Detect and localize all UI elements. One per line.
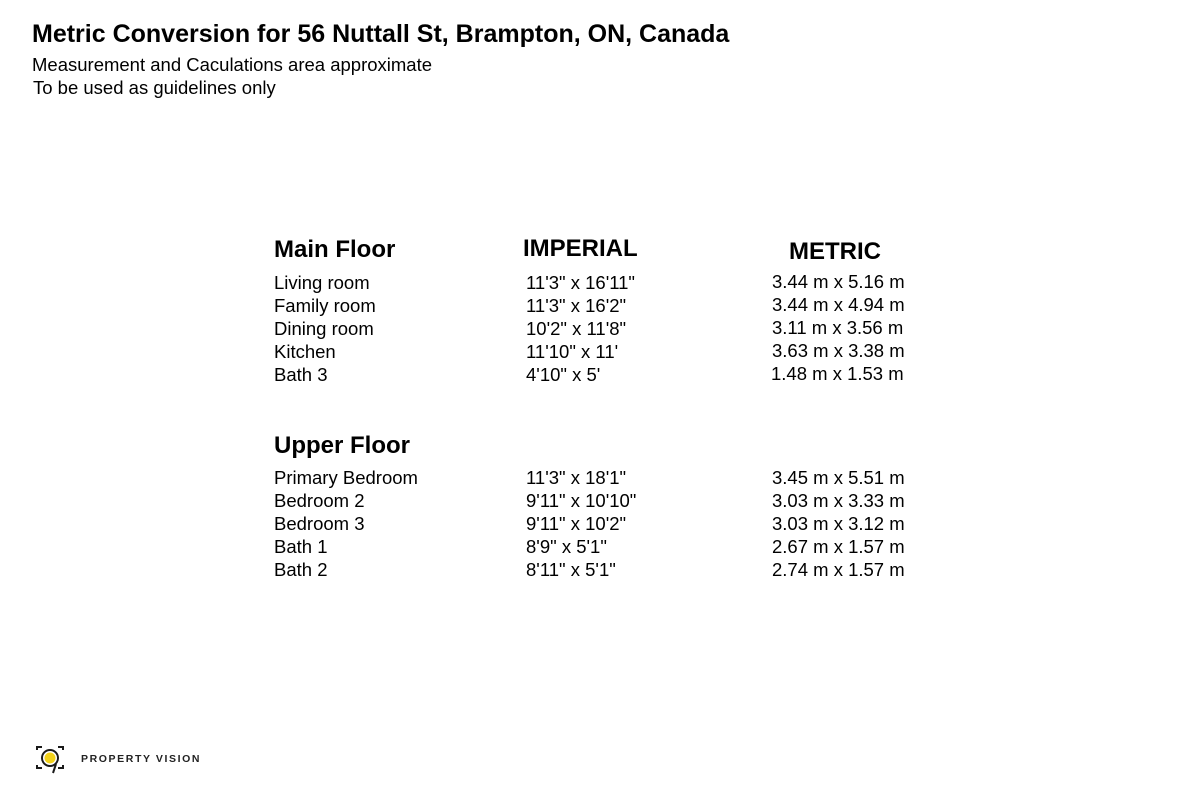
room-name: Living room xyxy=(274,272,370,293)
section-heading-main-floor: Main Floor xyxy=(274,236,396,263)
metric-dimensions: 3.11 m x 3.56 m xyxy=(772,317,904,338)
imperial-dimensions: 9'11" x 10'10" xyxy=(526,490,637,511)
column-heading-metric: METRIC xyxy=(789,238,881,265)
room-name: Bath 1 xyxy=(274,536,328,557)
room-name: Family room xyxy=(274,295,376,316)
room-name: Dining room xyxy=(274,318,374,339)
room-name: Primary Bedroom xyxy=(274,467,418,488)
property-vision-logo xyxy=(33,744,201,774)
document-title: Metric Conversion for 56 Nuttall St, Brampton, ON, Canada xyxy=(32,20,730,48)
metric-dimensions: 2.67 m x 1.57 m xyxy=(772,536,905,557)
section-heading-upper-floor: Upper Floor xyxy=(274,432,410,459)
imperial-dimensions: 8'9" x 5'1" xyxy=(526,536,607,557)
subtitle-guidelines: To be used as guidelines only xyxy=(33,77,276,98)
imperial-dimensions: 11'3" x 16'2" xyxy=(526,295,627,316)
room-name: Bath 3 xyxy=(274,364,328,385)
metric-dimensions: 3.45 m x 5.51 m xyxy=(772,467,905,488)
imperial-dimensions: 10'2" x 11'8" xyxy=(526,318,627,339)
column-heading-imperial: IMPERIAL xyxy=(523,235,638,262)
subtitle-approximate: Measurement and Caculations area approximate xyxy=(32,54,433,75)
metric-dimensions: 3.44 m x 5.16 m xyxy=(772,271,905,292)
logo-text: PROPERTY VISION xyxy=(81,753,202,765)
room-name: Bath 2 xyxy=(274,559,328,580)
metric-dimensions: 3.63 m x 3.38 m xyxy=(772,340,905,361)
imperial-dimensions: 11'3" x 18'1" xyxy=(526,467,627,488)
imperial-dimensions: 4'10" x 5' xyxy=(526,364,601,385)
room-name: Bedroom 3 xyxy=(274,513,365,534)
metric-dimensions: 3.03 m x 3.12 m xyxy=(772,513,905,534)
imperial-dimensions: 8'11" x 5'1" xyxy=(526,559,616,580)
metric-dimensions: 2.74 m x 1.57 m xyxy=(772,559,905,580)
imperial-dimensions: 11'3" x 16'11" xyxy=(526,272,636,293)
metric-dimensions: 1.48 m x 1.53 m xyxy=(771,363,904,384)
camera-icon xyxy=(33,744,67,774)
imperial-dimensions: 9'11" x 10'2" xyxy=(526,513,627,534)
metric-dimensions: 3.03 m x 3.33 m xyxy=(772,490,905,511)
room-name: Bedroom 2 xyxy=(274,490,365,511)
room-name: Kitchen xyxy=(274,341,336,362)
metric-dimensions: 3.44 m x 4.94 m xyxy=(772,294,905,315)
imperial-dimensions: 11'10" x 11' xyxy=(526,341,619,362)
